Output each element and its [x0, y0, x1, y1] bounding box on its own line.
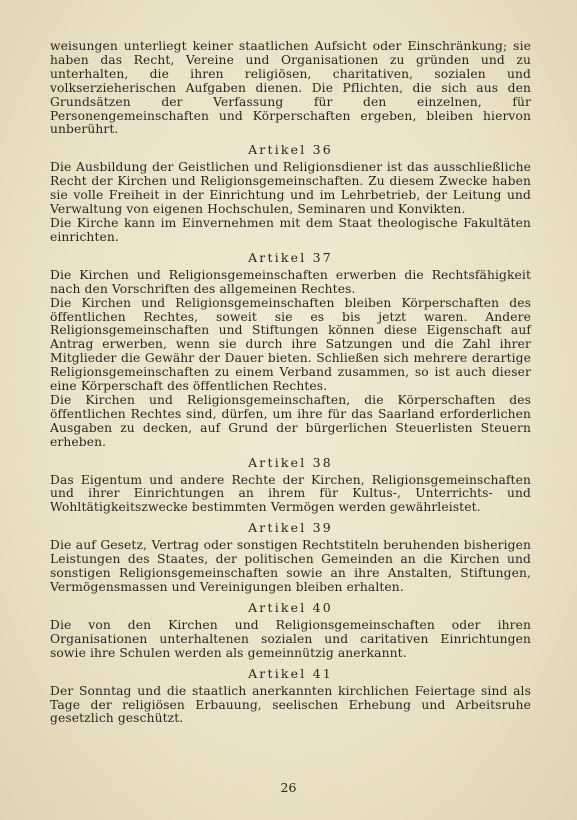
- article-36-heading: Artikel 36: [248, 142, 333, 158]
- continuation-paragraph: weisungen unterliegt keiner staatlichen Aufsicht oder Einschränkung; sie haben das Recht, Vereine und Organisationen zu gründen und zu unterhalten, die ihren religiösen, charitativen, sozialen und volkserzieherischen Aufgaben dienen. Die Pflichten, die sich aus den Grundsätzen der Verfassung für den einzelnen, für Personengemeinschaften und Körperschaften ergeben, bleiben hiervon unberührt.: [50, 39, 531, 137]
- article-41-paragraph-1: Der Sonntag und die staatlich anerkannten kirchlichen Feiertage sind als Tage der religiösen Erbauung, seelischen Erhebung und Arbeitsruhe gesetzlich geschützt.: [50, 683, 531, 726]
- article-37-paragraph-3: Die Kirchen und Religionsgemeinschaften, die Körperschaften des öffentlichen Rechtes sind, dürfen, um ihre für das Saarland erforderlichen Ausgaben zu decken, auf Grund der bürgerlichen Steuerlisten Steuern erheben.: [50, 392, 531, 449]
- article-37-paragraph-1: Die Kirchen und Religionsgemeinschaften erwerben die Rechtsfähigkeit nach den Vorschriften des allgemeinen Rechtes.: [50, 267, 531, 296]
- article-39-paragraph-1: Die auf Gesetz, Vertrag oder sonstigen Rechtstiteln beruhenden bisherigen Leistungen des Staates, der politischen Gemeinden an die Kirchen und sonstigen Religionsgemeinschaften sowie an ihre Anstalten, Stiftungen, Vermögensmassen und Vereinigungen bleiben erhalten.: [50, 538, 531, 594]
- article-38-paragraph-1: Das Eigentum und andere Rechte der Kirchen, Religionsgemeinschaften und ihrer Einrichtungen an ihrem für Kultus-, Unterrichts- und Wohltätigkeitszwecke bestimmten Vermögen werden gewährleistet.: [50, 472, 531, 515]
- article-39-heading: Artikel 39: [248, 520, 333, 536]
- article-40-heading: Artikel 40: [248, 599, 333, 615]
- article-41-heading: Artikel 41: [248, 665, 333, 681]
- article-37-paragraph-2: Die Kirchen und Religionsgemeinschaften bleiben Körperschaften des öffentlichen Rechtes, soweit sie es bis jetzt waren. Andere Religionsgemeinschaften und Stiftungen können diese Eigenschaft auf Antrag erwerben, wenn sie durch ihre Satzungen und die Zahl ihrer Mitglieder die Gewähr der Dauer bieten. Schließen sich mehrere derartige Religionsgemeinschaften zu einem Verband zusammen, so ist auch dieser eine Körperschaft des öffentlichen Rechtes.: [50, 295, 531, 394]
- page-number: 26: [280, 780, 297, 795]
- article-38-heading: Artikel 38: [248, 454, 333, 470]
- article-36-paragraph-2: Die Kirche kann im Einvernehmen mit dem Staat theologische Fakultäten einrichten.: [50, 215, 531, 244]
- article-40-paragraph-1: Die von den Kirchen und Religionsgemeinschaften oder ihren Organisationen unterhaltenen sozialen und caritativen Einrichtungen sowie ihre Schulen werden als gemeinnützig anerkannt.: [50, 617, 531, 660]
- article-36-paragraph-1: Die Ausbildung der Geistlichen und Religionsdiener ist das ausschließliche Recht der Kirchen und Religionsgemeinschaften. Zu diesem Zwecke haben sie volle Freiheit in der Einrichtung und im Lehrbetrieb, der Leitung und Verwaltung von eigenen Hochschulen, Seminaren und Konvikten.: [50, 160, 531, 217]
- article-37-heading: Artikel 37: [248, 249, 333, 265]
